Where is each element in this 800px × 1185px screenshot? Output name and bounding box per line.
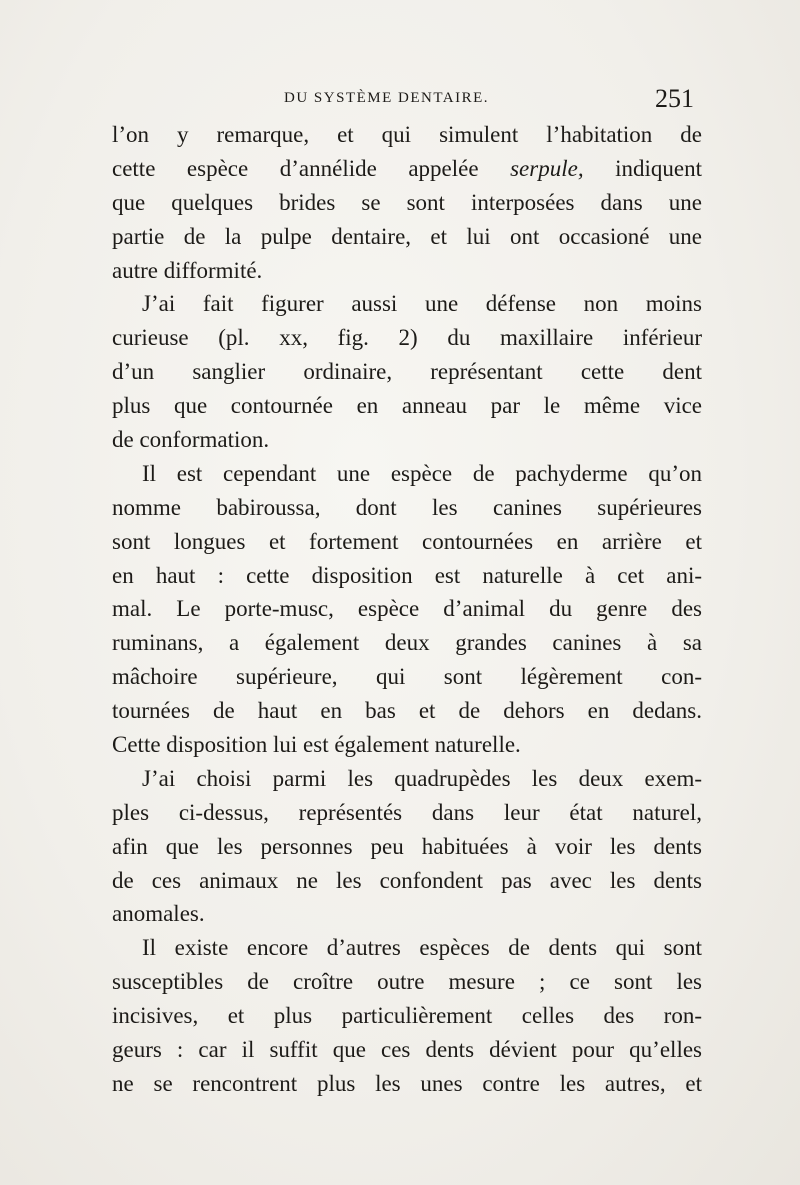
text-line: que quelques brides se sont interposées dans une <box>112 189 702 215</box>
paragraph-start: J’ai choisi parmi les quadrupèdes les deux exem- <box>142 765 702 791</box>
paragraph-start: Il existe encore d’autres espèces de dents qui sont <box>142 935 702 961</box>
text-line: l’on y remarque, et qui simulent l’habitation de <box>112 122 702 147</box>
text-line: incisives, et plus particulièrement celles des ron- <box>112 1003 702 1029</box>
text-line: d’un sanglier ordinaire, représentant cette dent <box>112 359 702 385</box>
text-line: mâchoire supérieure, qui sont légèrement con- <box>112 664 702 690</box>
italic-term: serpule, <box>510 155 584 181</box>
text-line: curieuse (pl. xx, fig. 2) du maxillaire inférieur <box>112 325 702 351</box>
text-segment: indiquent <box>583 155 702 181</box>
text-line: en haut : cette disposition est naturelle à cet ani- <box>112 562 702 588</box>
text-line: plus que contournée en anneau par le même vice <box>112 393 702 419</box>
text-line: nomme babiroussa, dont les canines supérieures <box>112 494 702 520</box>
paragraph-start: J’ai fait figurer aussi une défense non moins <box>142 291 702 317</box>
text-line: ruminans, a également deux grandes canines à sa <box>112 630 702 656</box>
text-line: susceptibles de croître outre mesure ; ce sont les <box>112 969 702 995</box>
page-number: 251 <box>655 84 694 113</box>
text-line: geurs : car il suffit que ces dents dévient pour qu’elles <box>112 1037 702 1063</box>
text-line: ples ci-dessus, représentés dans leur état naturel, <box>112 799 702 825</box>
text-line: mal. Le porte-musc, espèce d’animal du genre des <box>112 596 702 622</box>
text-line: autre difformité. <box>112 257 263 283</box>
running-title: DU SYSTÈME DENTAIRE. <box>284 90 490 106</box>
text-line: afin que les personnes peu habituées à voir les dents <box>112 833 702 859</box>
text-line: Cette disposition lui est également naturelle. <box>112 732 521 758</box>
text-line <box>112 152 702 186</box>
text-line: partie de la pulpe dentaire, et lui ont occasioné une <box>112 223 702 249</box>
text-segment: cette espèce d’annélide appelée <box>112 155 511 181</box>
text-line: ne se rencontrent plus les unes contre les autres, et <box>112 1070 702 1096</box>
page-header <box>112 84 702 120</box>
text-line: tournées de haut en bas et de dehors en dedans. <box>112 698 702 724</box>
text-line: de conformation. <box>112 427 270 453</box>
body-text <box>112 118 702 1101</box>
paragraph-start: Il est cependant une espèce de pachyderme qu’on <box>142 460 702 486</box>
text-line: sont longues et fortement contournées en arrière et <box>112 528 702 554</box>
text-line: de ces animaux ne les confondent pas avec les dents <box>112 867 702 893</box>
text-line: anomales. <box>112 901 205 927</box>
